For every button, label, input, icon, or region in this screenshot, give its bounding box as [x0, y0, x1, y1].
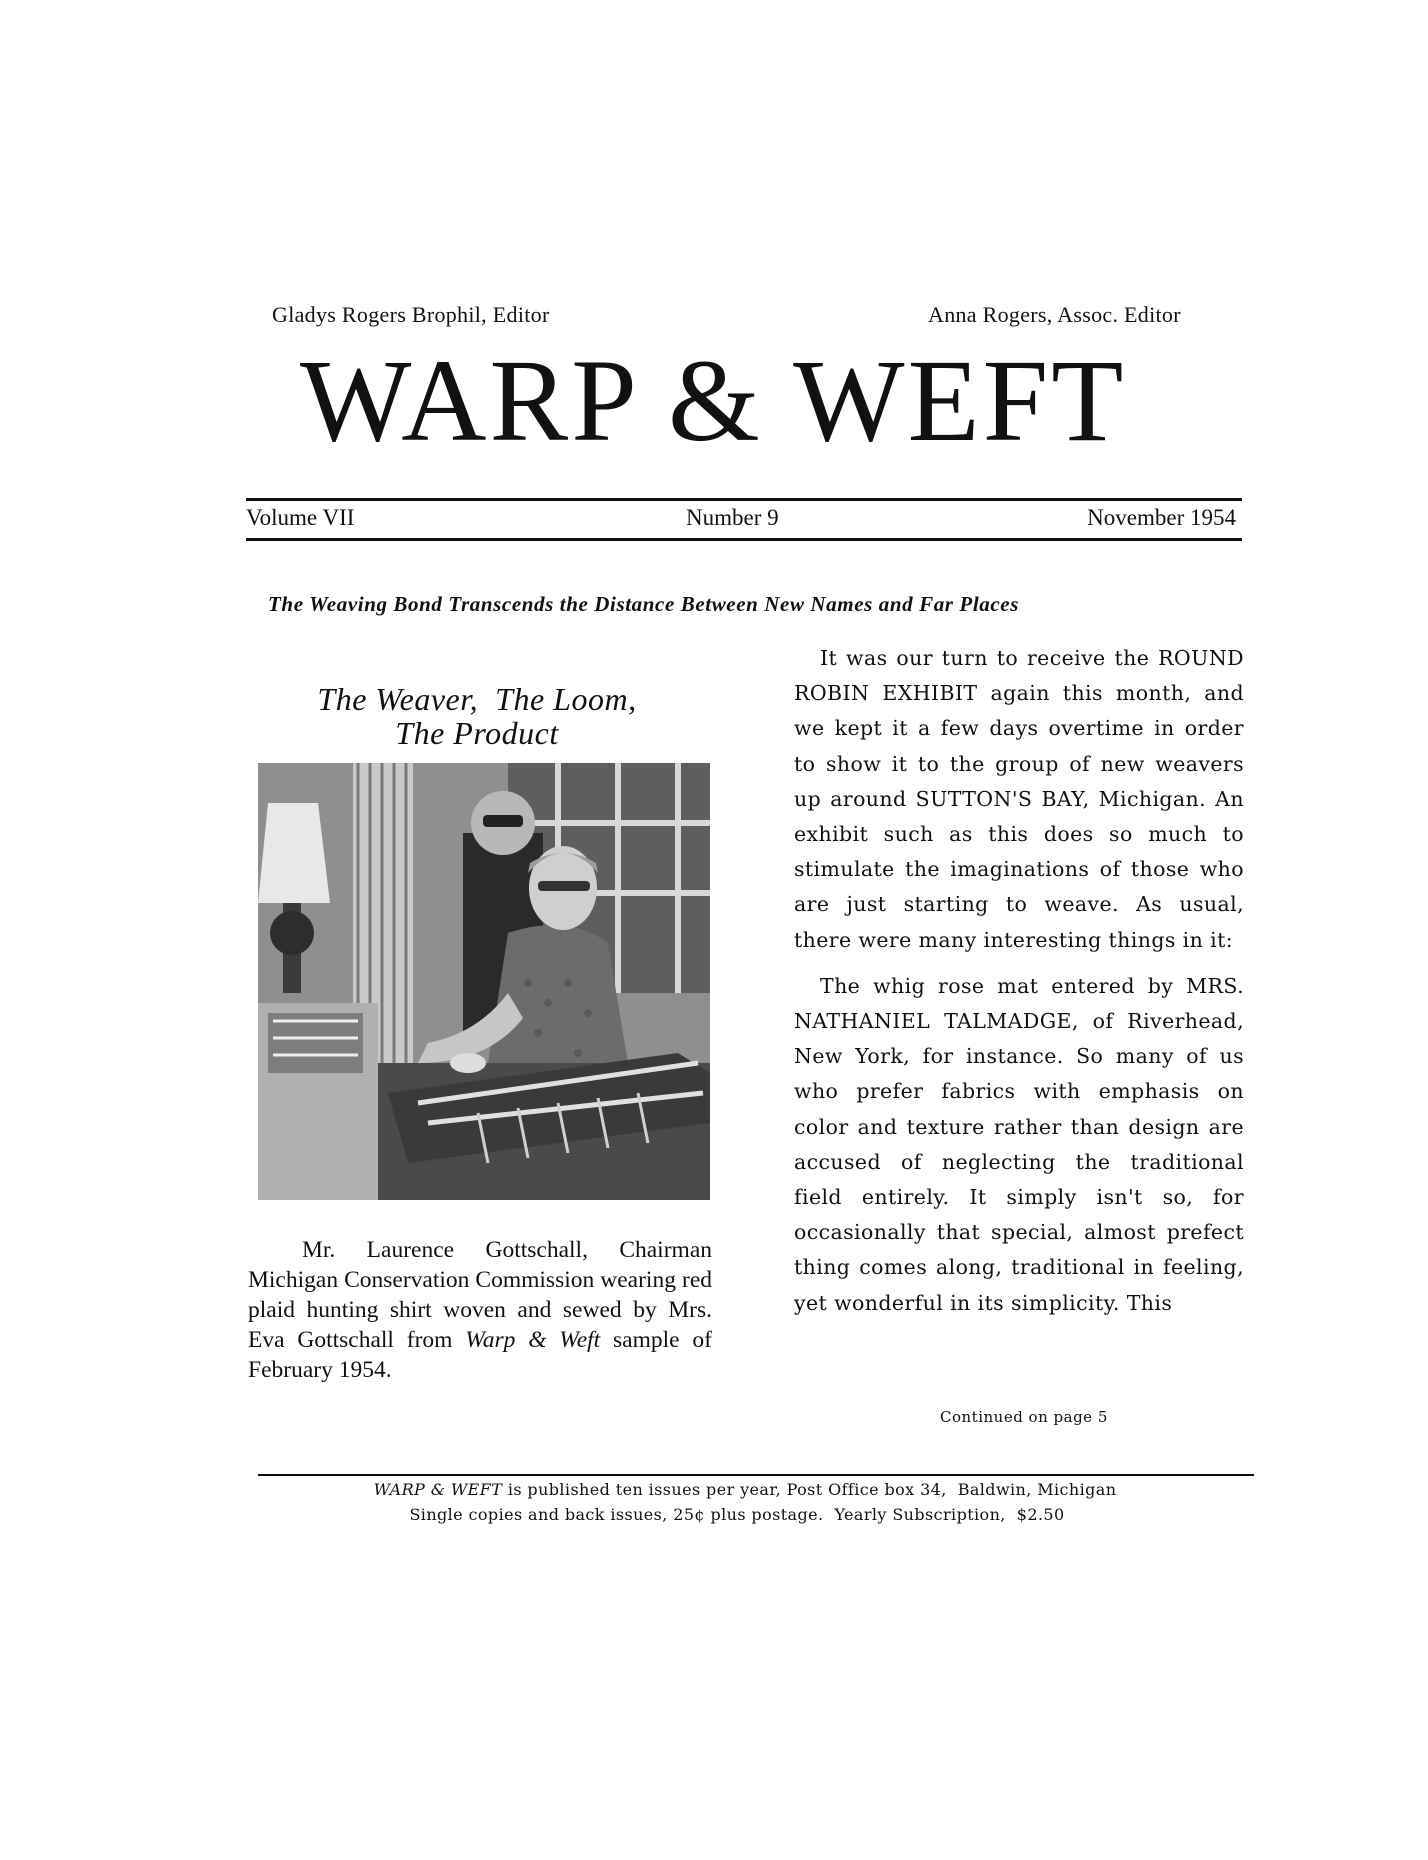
masthead-rule-top: [246, 498, 1242, 501]
issue-date: November 1954: [1087, 505, 1236, 530]
footer-brand: WARP & WEFT: [373, 1480, 503, 1499]
footer-publication-info: is published ten issues per year, Post Office box 34, Baldwin, Michigan: [502, 1480, 1117, 1499]
article-paragraph-2: The whig rose mat entered by MRS. NATHANIEL TALMADGE, of Riverhead, New York, for instance. So many of us who prefer fabrics with emphasis on color and texture rather than design are accused of neglecting the traditional field entirely. It simply isn't so, for occasionally that special, almost prefect thing comes along, traditional in feeling, yet wonderful in its simplicity. This: [794, 973, 1244, 1315]
photo-title-line-2: The Product: [395, 714, 559, 751]
footer-rule: [258, 1474, 1254, 1476]
issue-number: Number 9: [686, 505, 779, 530]
caption-text: [248, 1235, 712, 1385]
headline: The Weaving Bond Transcends the Distance Between New Names and Far Places: [268, 592, 1019, 616]
footer-line-2: Single copies and back issues, 25¢ plus postage. Yearly Subscription, $2.50: [409, 1505, 1065, 1524]
photo-title: [262, 683, 692, 751]
continued-note: Continued on page 5: [940, 1408, 1108, 1426]
masthead-rule-bottom: [246, 538, 1242, 541]
photo-title-line-1: The Weaver, The Loom,: [317, 681, 637, 717]
article-paragraph-1: It was our turn to receive the ROUND ROBIN EXHIBIT again this month, and we kept it a few days overtime in order to show it to the group of new weavers up around SUTTON'S BAY, Michigan. An exhibit such as this does so much to stimulate the imaginations of those who are just starting to weave. As usual, there were many interesting things in it:: [794, 646, 1244, 952]
caption-part-1: Mr. Laurence Gottschall, Chairman Michigan Conservation Commission wearing red plaid hunting shirt woven and sewed by Mrs. Eva Gottschall from: [248, 1237, 712, 1353]
article-body: [794, 641, 1244, 1321]
photo-caption: [248, 1235, 712, 1385]
caption-publication-name: Warp & Weft: [465, 1327, 601, 1353]
issue-volume: Volume VII: [246, 505, 355, 530]
weaver-photo: [258, 763, 710, 1200]
caption-part-2: sample of February 1954.: [248, 1327, 712, 1383]
weaver-photo-image: [258, 763, 710, 1200]
assoc-editor-credit: Anna Rogers, Assoc. Editor: [928, 302, 1181, 327]
editor-credit: Gladys Rogers Brophil, Editor: [272, 302, 550, 327]
masthead-title: WARP & WEFT: [300, 335, 1127, 466]
footer-line-1: [240, 1480, 1250, 1499]
